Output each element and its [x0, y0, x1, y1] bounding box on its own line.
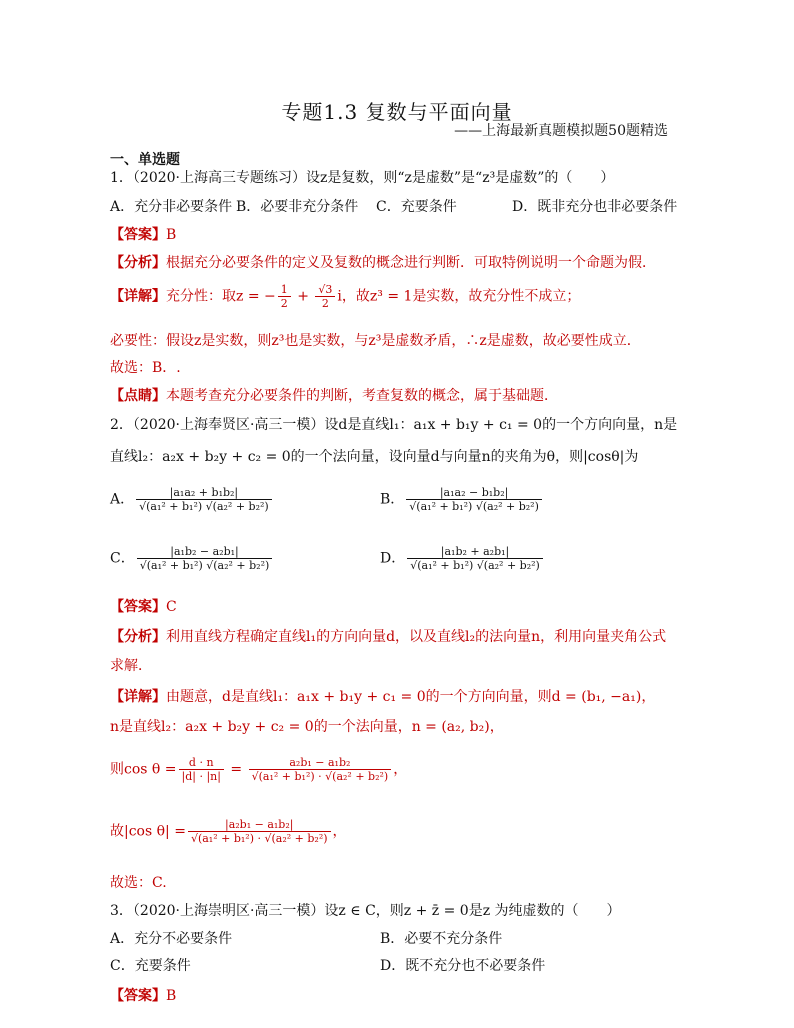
q3-answer [110, 985, 176, 1005]
q3-option-a: A．充分不必要条件 [110, 931, 233, 947]
q2-analysis-line2: 求解． [110, 658, 152, 674]
q2-analysis-line1 [110, 626, 666, 646]
q2-detail-line1 [110, 686, 655, 706]
q2-option-a: A． $\frac{\text{|a₁a₂ + b₁b₂|}}{\text{√(a₁² + b₁²) √(a₂² + b₂²)}}$ [110, 486, 274, 513]
document-subtitle: ——上海最新真题模拟题50题精选 [454, 123, 668, 139]
section-heading: 一、单选题 [110, 152, 180, 168]
q2-stem-line2: 直线l₂：a₂x + b₂y + c₂ = 0的一个法向量，设向量d与向量n的夹角为θ，则|cosθ|为 [110, 449, 639, 465]
cos-fraction-coefficients: $\frac{\text{a₂b₁ − a₁b₂}}{\text{√(a₁² + b₁²) · √(a₂² + b₂²)}}$ [249, 756, 392, 783]
analysis-tag: 【分析】 [110, 629, 166, 645]
q1-necessity: 必要性：假设z是实数，则z³也是实数，与z³是虚数矛盾，∴z是虚数，故必要性成立． [110, 333, 641, 349]
detail-tag: 【详解】 [110, 288, 166, 305]
detail-text: 由题意，d是直线l₁：a₁x + b₁y + c₁ = 0的一个方向向量，则d = (b₁, −a₁)， [166, 689, 656, 705]
q2-abs-cos-formula: 故|cos θ| = $\frac{\text{|a₂b₁ − a₁b₂|}}{\text{√(a₁² + b₁²) · √(a₂² + b₂²)}}$ ， [110, 818, 347, 845]
comment-text: 本题考查充分必要条件的判断，考查复数的概念，属于基础题． [166, 388, 558, 404]
answer-value: B [166, 227, 177, 243]
q3-option-c: C．充要条件 [110, 958, 191, 974]
option-c-fraction: $\frac{\text{|a₁b₂ − a₂b₁|}}{\text{√(a₁² + b₁²) √(a₂² + b₂²)}}$ [137, 545, 273, 572]
cos-fraction-vectors: $\frac{d \cdot n}{|d| \cdot |n|}$ [179, 756, 224, 783]
analysis-tag: 【分析】 [110, 255, 166, 271]
q1-answer [110, 224, 176, 244]
q1-option-c: C．充要条件 [376, 199, 457, 215]
abs-cos-fraction: $\frac{\text{|a₂b₁ − a₁b₂|}}{\text{√(a₁² + b₁²) · √(a₂² + b₂²)}}$ [188, 818, 331, 845]
detail-text-pre: 充分性：取z = − [166, 288, 276, 305]
answer-tag: 【答案】 [110, 988, 166, 1004]
detail-text-post: i，故z³ = 1是实数，故充分性不成立； [337, 288, 581, 305]
q2-choose: 故选：C. [110, 875, 167, 891]
q1-option-a: A．充分非必要条件 [110, 199, 233, 215]
q2-cos-formula: 则cos θ = $\frac{d \cdot n}{|d| \cdot |n|}$ = $\frac{\text{a₂b₁ − a₁b₂}}{\text{√(a₁² + b₁²) · √(a₂² + b₂²)}}$ ， [110, 756, 408, 783]
q2-option-c: C． $\frac{\text{|a₁b₂ − a₂b₁|}}{\text{√(a₁² + b₁²) √(a₂² + b₂²)}}$ [110, 545, 274, 572]
answer-tag: 【答案】 [110, 599, 166, 615]
q1-comment [110, 385, 558, 405]
q2-stem-line1: 2．（2020·上海奉贤区·高三一模）设d是直线l₁：a₁x + b₁y + c₁ = 0的一个方向向量，n是 [110, 417, 678, 433]
answer-value: C [166, 599, 177, 615]
q1-stem: 1．（2020·上海高三专题练习）设z是复数，则“z是虚数”是“z³是虚数”的（ ） [110, 170, 615, 186]
q3-option-b: B．必要不充分条件 [380, 931, 503, 947]
answer-tag: 【答案】 [110, 227, 166, 243]
q1-option-b: B．必要非充分条件 [236, 199, 359, 215]
document-title: 专题1.3 复数与平面向量 [281, 100, 513, 124]
q3-option-d: D．既不充分也不必要条件 [380, 958, 546, 974]
q1-option-d: D．既非充分也非必要条件 [512, 199, 678, 215]
detail-tag: 【详解】 [110, 689, 166, 705]
fraction-one-half: $\frac{1}{2}$ [278, 283, 291, 310]
analysis-text: 根据充分必要条件的定义及复数的概念进行判断．可取特例说明一个命题为假． [166, 255, 656, 271]
answer-value: B [166, 988, 177, 1004]
option-a-fraction: $\frac{\text{|a₁a₂ + b₁b₂|}}{\text{√(a₁² + b₁²) √(a₂² + b₂²)}}$ [136, 486, 272, 513]
q1-detail: 【详解】充分性：取z = − $\frac{1}{2}$ + $\frac{√3}{2}$ i，故z³ = 1是实数，故充分性不成立； [110, 283, 581, 310]
q2-option-d: D． $\frac{\text{|a₁b₂ + a₂b₁|}}{\text{√(a₁² + b₁²) √(a₂² + b₂²)}}$ [380, 545, 545, 572]
q2-answer [110, 596, 177, 616]
q3-stem: 3．（2020·上海崇明区·高三一模）设z ∈ C，则z + z̄ = 0是z 为纯虚数的（ ） [110, 903, 621, 919]
q1-choose: 故选：B．. [110, 360, 181, 376]
q2-option-b: B． $\frac{\text{|a₁a₂ − b₁b₂|}}{\text{√(a₁² + b₁²) √(a₂² + b₂²)}}$ [380, 486, 544, 513]
q2-detail-line2: n是直线l₂：a₂x + b₂y + c₂ = 0的一个法向量，n = (a₂, b₂)， [110, 719, 504, 735]
option-b-fraction: $\frac{\text{|a₁a₂ − b₁b₂|}}{\text{√(a₁² + b₁²) √(a₂² + b₂²)}}$ [406, 486, 542, 513]
comment-tag: 【点睛】 [110, 388, 166, 404]
analysis-text: 利用直线方程确定直线l₁的方向向量d，以及直线l₂的法向量n，利用向量夹角公式 [166, 629, 667, 645]
option-d-fraction: $\frac{\text{|a₁b₂ + a₂b₁|}}{\text{√(a₁² + b₁²) √(a₂² + b₂²)}}$ [407, 545, 543, 572]
fraction-root3-half: $\frac{√3}{2}$ [315, 283, 335, 310]
q1-analysis [110, 252, 656, 272]
